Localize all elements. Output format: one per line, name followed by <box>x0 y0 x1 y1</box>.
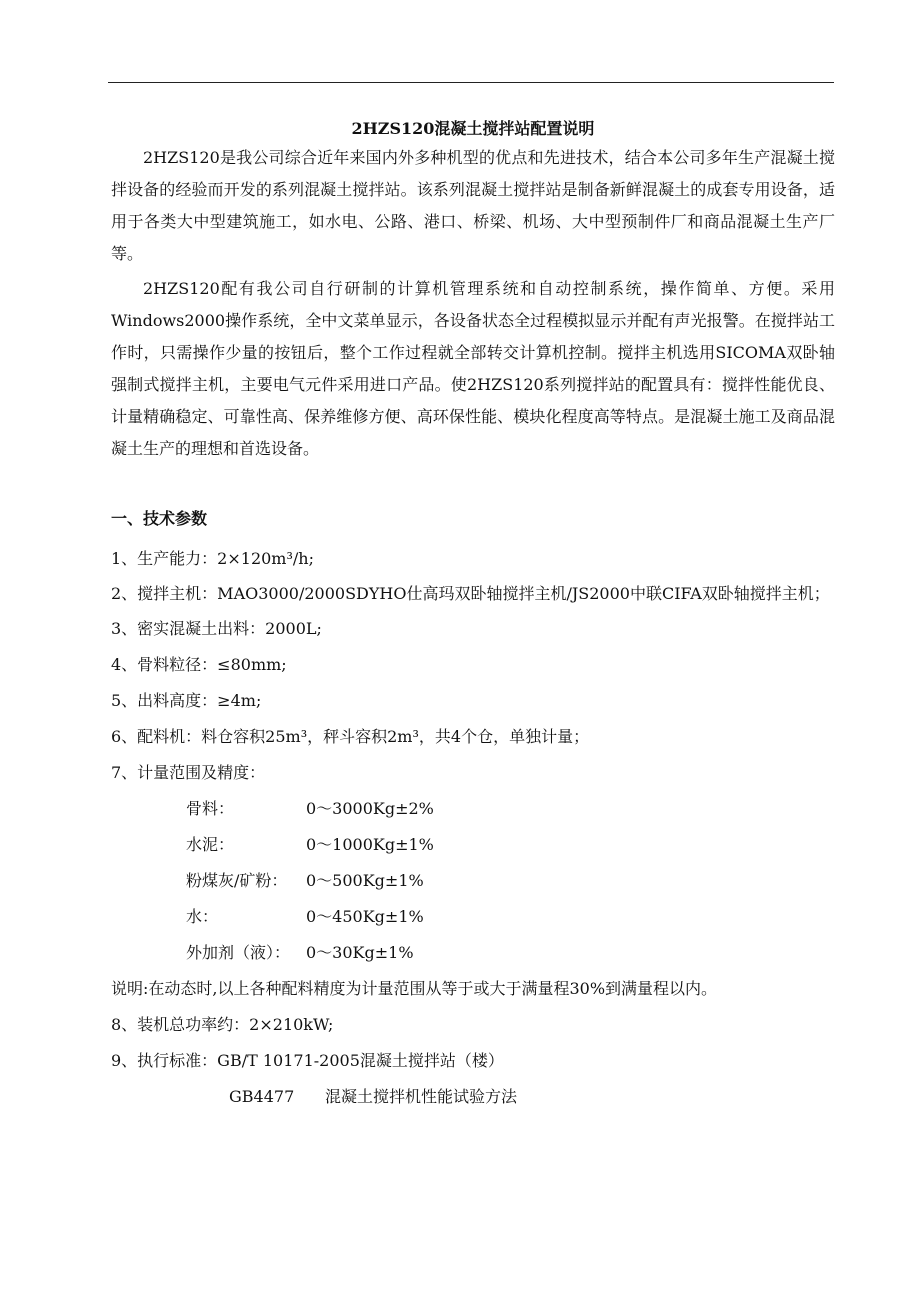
param-item-batcher: 6、配料机：料仓容积25m³，秤斗容积2m³，共4个仓，单独计量； <box>111 727 590 746</box>
standard-code: GB4477 <box>229 1087 295 1106</box>
metering-value: 0～30Kg±1% <box>306 943 414 962</box>
metering-note: 说明:在动态时,以上各种配料精度为计量范围从等于或大于满量程30%到满量程以内。 <box>111 979 718 998</box>
metering-value: 0～450Kg±1% <box>306 907 424 926</box>
metering-row <box>186 791 835 827</box>
metering-row <box>186 935 835 971</box>
metering-value: 0～500Kg±1% <box>306 871 424 890</box>
metering-label: 水： <box>186 907 219 926</box>
metering-row <box>186 863 835 899</box>
metering-value: 0～3000Kg±2% <box>306 799 434 818</box>
standard-sub-item <box>229 1079 835 1115</box>
param-item-output: 3、密实混凝土出料：2000L; <box>111 619 322 638</box>
param-item-metering: 7、计量范围及精度： <box>111 763 266 782</box>
intro-paragraph-2: 2HZS120配有我公司自行研制的计算机管理系统和自动控制系统，操作简单、方便。采用Windows2000操作系统，全中文菜单显示，各设备状态全过程模拟显示并配有声光报警。在搅拌站工作时，只需操作少量的按钮后，整个工作过程就全部转交计算机控制。搅拌主机选用SICOMA双卧轴强制式搅拌主机，主要电气元件采用进口产品。使2HZS120系列搅拌站的配置具有：搅拌性能优良、计量精确稳定、可靠性高、保养维修方便、高环保性能、模块化程度高等特点。是混凝土施工及商品混凝土生产的理想和首选设备。 <box>111 279 835 458</box>
metering-label: 骨料： <box>186 799 235 818</box>
metering-label: 水泥： <box>186 835 235 854</box>
metering-row <box>186 827 835 863</box>
param-item-discharge-height: 5、出料高度：≥4m; <box>111 691 262 710</box>
intro-paragraph-1: 2HZS120是我公司综合近年来国内外多种机型的优点和先进技术，结合本公司多年生产混凝土搅拌设备的经验而开发的系列混凝土搅拌站。该系列混凝土搅拌站是制备新鲜混凝土的成套专用设备，适用于各类大中型建筑施工，如水电、公路、港口、桥梁、机场、大中型预制件厂和商品混凝土生产厂等。 <box>111 148 835 263</box>
document-body <box>111 116 835 1115</box>
metering-row <box>186 899 835 935</box>
metering-label: 粉煤灰/矿粉： <box>186 871 288 890</box>
header-rule <box>108 82 834 83</box>
standard-name: 混凝土搅拌机性能试验方法 <box>325 1087 518 1106</box>
document-title: 2HZS120混凝土搅拌站配置说明 <box>351 119 595 138</box>
param-list <box>111 541 835 1115</box>
metering-range-table <box>186 791 835 971</box>
param-item-power: 8、装机总功率约：2×210kW; <box>111 1015 334 1034</box>
param-item-aggregate-size: 4、骨料粒径：≤80mm; <box>111 655 287 674</box>
metering-label: 外加剂（液）： <box>186 943 291 962</box>
param-item-standards: 9、执行标准：GB/T 10171-2005混凝土搅拌站（楼） <box>111 1051 504 1070</box>
param-item-mixer: 2、搅拌主机：MAO3000/2000SDYHO仕高玛双卧轴搅拌主机/JS2000中联CIFA双卧轴搅拌主机； <box>111 584 830 603</box>
param-item-capacity: 1、生产能力：2×120m³/h; <box>111 549 314 568</box>
metering-value: 0～1000Kg±1% <box>306 835 434 854</box>
section-heading-tech-params: 一、技术参数 <box>111 509 208 528</box>
